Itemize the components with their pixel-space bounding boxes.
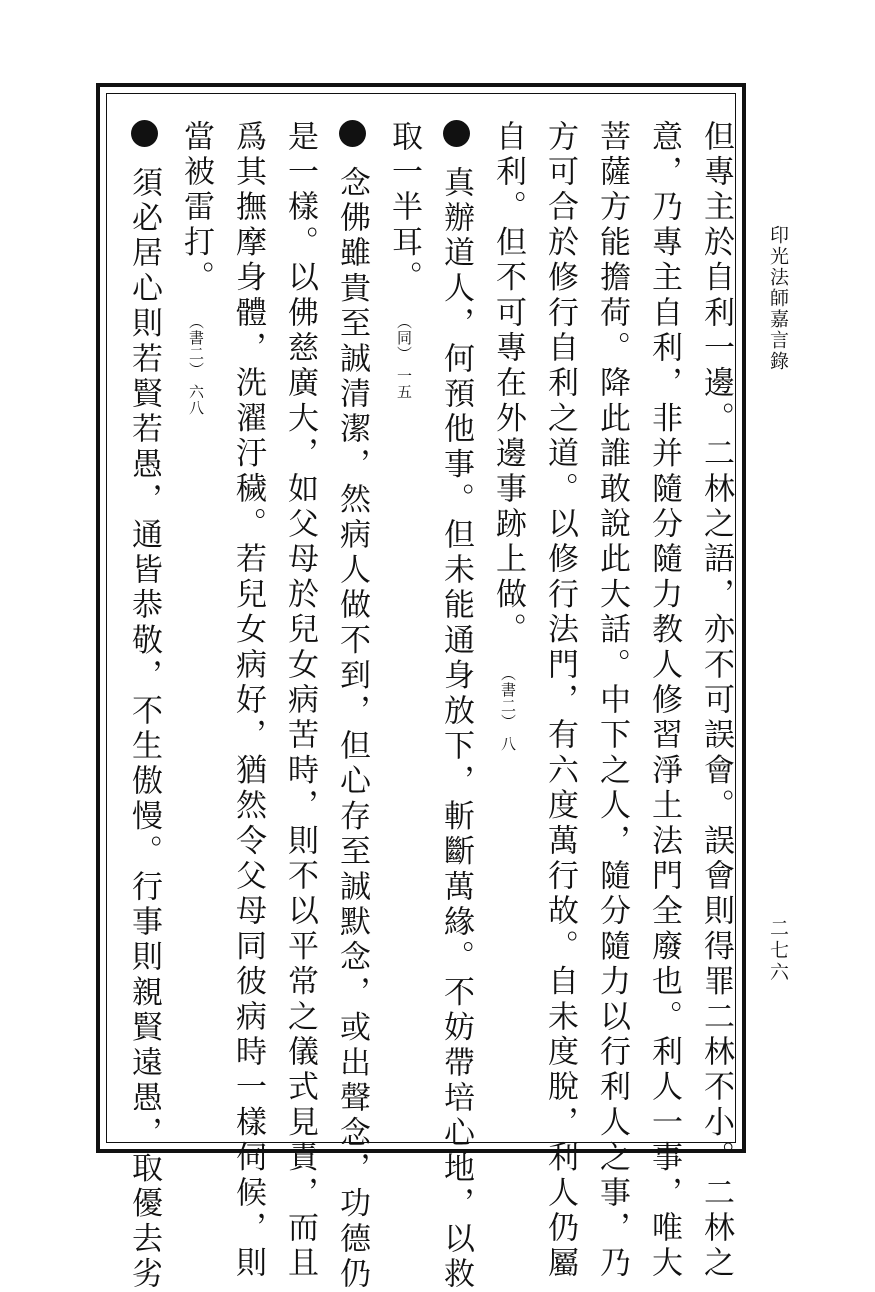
- text-column-4: [542, 120, 578, 1282]
- source-note-number: 六八: [187, 383, 205, 416]
- source-note-text: （書二）: [187, 314, 205, 379]
- source-note: [500, 666, 517, 752]
- column-text: 念佛雖貴至誠清潔，然病人做不到，但心存至誠默念，或出聲念，功德仍: [334, 166, 370, 1292]
- page-number: 二七六: [767, 918, 789, 984]
- text-column-3: [594, 120, 630, 1282]
- source-note: [188, 314, 205, 416]
- column-text: 取一半耳。: [386, 120, 422, 296]
- text-column-9: [282, 120, 318, 1282]
- bullet-icon: [339, 120, 366, 147]
- text-column-12: [126, 120, 162, 1292]
- text-column-6: [438, 120, 474, 1292]
- source-note-number: 八: [499, 735, 517, 752]
- bullet-icon: [443, 120, 470, 147]
- bullet-icon: [131, 120, 158, 147]
- column-text: 方可合於修行自利之道。以修行法門，有六度萬行故。自未度脫，利人仍屬: [542, 120, 578, 1282]
- column-text: 意，乃專主自利，非并隨分隨力教人修習淨土法門全廢也。利人一事，唯大: [646, 120, 682, 1282]
- text-column-11: [178, 120, 214, 1130]
- source-note-number: 一五: [395, 367, 413, 400]
- column-text: 是一樣。以佛慈廣大，如父母於兒女病苦時，則不以平常之儀式見責，而且: [282, 120, 318, 1282]
- column-text: 真辦道人，何預他事。但未能通身放下，斬斷萬緣。不妨帶培心地，以救: [438, 166, 474, 1292]
- column-text: 當被雷打。: [178, 120, 214, 296]
- text-column-1: [698, 120, 734, 1282]
- column-text: 爲其撫摩身體，洗濯汙穢。若兒女病好，猶然令父母同彼病時一樣伺候，則: [230, 120, 266, 1282]
- text-column-7: [386, 120, 422, 1130]
- running-head: 印光法師嘉言錄: [767, 225, 789, 372]
- source-note-text: （同）: [395, 314, 413, 363]
- text-column-5: [490, 120, 526, 1130]
- column-text: 自利。但不可專在外邊事跡上做。: [490, 120, 526, 648]
- column-text: 須必居心則若賢若愚，通皆恭敬，不生傲慢。行事則親賢遠愚，取優去劣: [126, 166, 162, 1292]
- column-text: 菩薩方能擔荷。降此誰敢說此大話。中下之人，隨分隨力以行利人之事，乃: [594, 120, 630, 1282]
- source-note-text: （書二）: [499, 666, 517, 731]
- source-note: [396, 314, 413, 400]
- column-text: 但專主於自利一邊。二林之語，亦不可誤會。誤會則得罪二林不小。二林之: [698, 120, 734, 1282]
- text-column-8: [334, 120, 370, 1292]
- text-column-10: [230, 120, 266, 1282]
- text-column-2: [646, 120, 682, 1282]
